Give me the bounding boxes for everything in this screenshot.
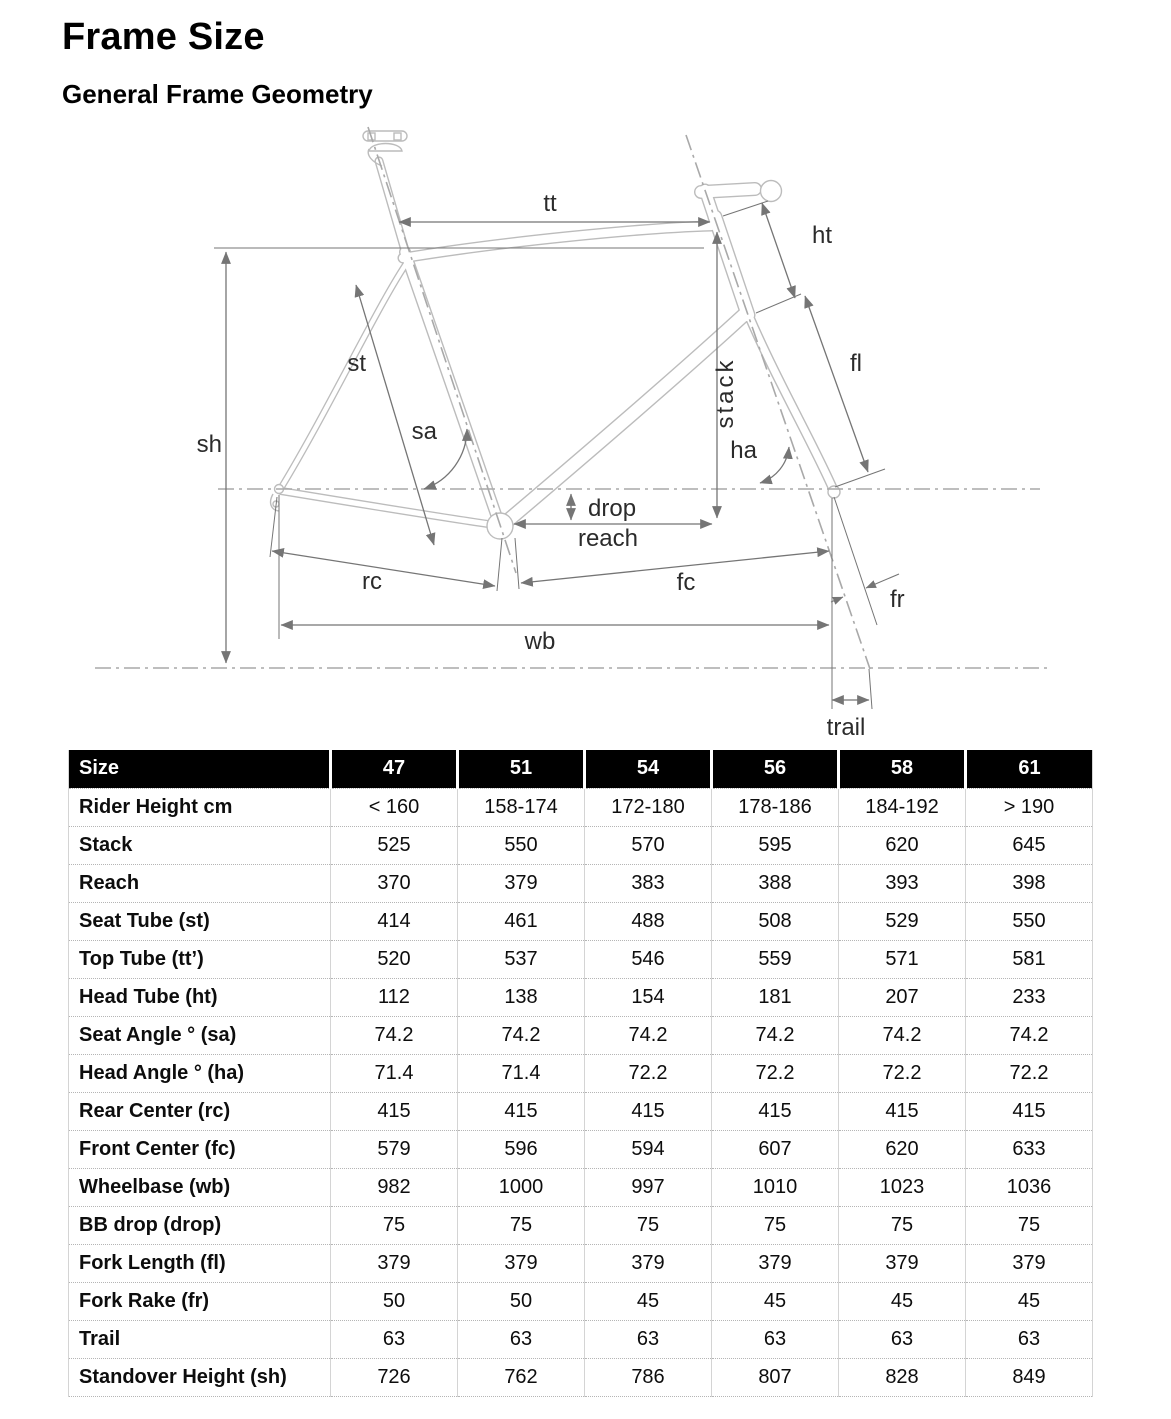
table-row [69,1358,1093,1396]
frame-geometry-diagram [0,110,1171,750]
dim-ht [762,203,795,298]
value-cell: 550 [966,902,1093,940]
value-cell: 181 [712,978,839,1016]
value-cell: 75 [966,1206,1093,1244]
table-row [69,1092,1093,1130]
label-trail: trail [826,713,866,741]
value-cell: 74.2 [839,1016,966,1054]
size-column-header: 47 [331,750,458,789]
value-cell: 520 [331,940,458,978]
value-cell: 529 [839,902,966,940]
table-row [69,940,1093,978]
value-cell: 607 [712,1130,839,1168]
label-stack: stack [712,357,739,429]
value-cell: < 160 [331,788,458,826]
front-dropout [828,486,840,498]
value-cell: 63 [331,1320,458,1358]
value-cell: 570 [585,826,712,864]
row-label: Seat Tube (st) [69,902,331,940]
value-cell: 415 [585,1092,712,1130]
value-cell: 74.2 [458,1016,585,1054]
value-cell: 379 [839,1244,966,1282]
value-cell: 184-192 [839,788,966,826]
table-row [69,1282,1093,1320]
label-fc: fc [676,568,696,596]
value-cell: 45 [712,1282,839,1320]
table-row [69,826,1093,864]
dim-fc [521,551,829,583]
table-row [69,1168,1093,1206]
value-cell: 379 [458,1244,585,1282]
value-cell: 828 [839,1358,966,1396]
fork-offset-line [834,497,877,625]
size-column-header: 51 [458,750,585,789]
value-cell: 63 [458,1320,585,1358]
size-column-header: 58 [839,750,966,789]
value-cell: 982 [331,1168,458,1206]
value-cell: 525 [331,826,458,864]
size-column-header: 56 [712,750,839,789]
dimension-labels [197,190,905,741]
size-column-header: 54 [585,750,712,789]
value-cell: 112 [331,978,458,1016]
value-cell: 488 [585,902,712,940]
value-cell: 379 [331,1244,458,1282]
value-cell: 138 [458,978,585,1016]
value-cell: 550 [458,826,585,864]
value-cell: 383 [585,864,712,902]
label-sh: sh [196,430,222,458]
page-title: Frame Size [62,16,265,58]
label-reach: reach [577,524,639,552]
value-cell: 594 [585,1130,712,1168]
table-row [69,978,1093,1016]
value-cell: 997 [585,1168,712,1206]
label-drop: drop [588,494,637,522]
value-cell: 63 [839,1320,966,1358]
value-cell: 63 [585,1320,712,1358]
row-label: Stack [69,826,331,864]
value-cell: 50 [458,1282,585,1320]
value-cell: 74.2 [331,1016,458,1054]
value-cell: 415 [331,1092,458,1130]
value-cell: 414 [331,902,458,940]
value-cell: 537 [458,940,585,978]
value-cell: 172-180 [585,788,712,826]
value-cell: 415 [839,1092,966,1130]
value-cell: 807 [712,1358,839,1396]
value-cell: 45 [966,1282,1093,1320]
value-cell: 1036 [966,1168,1093,1206]
value-cell: 72.2 [966,1054,1093,1092]
label-fr: fr [890,585,905,613]
value-cell: 72.2 [839,1054,966,1092]
value-cell: 233 [966,978,1093,1016]
value-cell: 1010 [712,1168,839,1206]
value-cell: 72.2 [712,1054,839,1092]
value-cell: 74.2 [966,1016,1093,1054]
value-cell: 415 [712,1092,839,1130]
label-wb: wb [524,627,556,655]
value-cell: 370 [331,864,458,902]
value-cell: 178-186 [712,788,839,826]
geometry-table [68,750,1093,1397]
value-cell: 398 [966,864,1093,902]
value-cell: 50 [331,1282,458,1320]
row-label: Trail [69,1320,331,1358]
table-row [69,1320,1093,1358]
value-cell: 620 [839,826,966,864]
dim-ha-arc [760,447,789,483]
value-cell: 72.2 [585,1054,712,1092]
axis-lines [95,127,1048,669]
label-ha: ha [730,436,757,464]
table-row [69,1054,1093,1092]
value-cell: 461 [458,902,585,940]
dim-rc [272,551,495,586]
value-cell: 75 [585,1206,712,1244]
value-cell: 581 [966,940,1093,978]
table-row [69,1130,1093,1168]
geometry-table-head [69,750,1093,789]
row-label: Head Tube (ht) [69,978,331,1016]
value-cell: 508 [712,902,839,940]
value-cell: 63 [712,1320,839,1358]
value-cell: 379 [966,1244,1093,1282]
row-label: Rider Height cm [69,788,331,826]
table-row [69,902,1093,940]
value-cell: 726 [331,1358,458,1396]
row-label: Wheelbase (wb) [69,1168,331,1206]
value-cell: 786 [585,1358,712,1396]
value-cell: 762 [458,1358,585,1396]
value-cell: 379 [585,1244,712,1282]
value-cell: 620 [839,1130,966,1168]
value-cell: 645 [966,826,1093,864]
value-cell: 63 [966,1320,1093,1358]
table-row [69,1206,1093,1244]
dimension-annotations [214,201,899,709]
value-cell: 595 [712,826,839,864]
label-tt: tt [543,189,557,217]
geometry-table-body [69,788,1093,1396]
value-cell: 45 [585,1282,712,1320]
value-cell: > 190 [966,788,1093,826]
value-cell: 75 [331,1206,458,1244]
value-cell: 207 [839,978,966,1016]
value-cell: 633 [966,1130,1093,1168]
value-cell: 415 [458,1092,585,1130]
label-sa: sa [411,417,437,445]
header-row [69,750,1093,789]
table-row [69,1016,1093,1054]
value-cell: 45 [839,1282,966,1320]
value-cell: 559 [712,940,839,978]
row-label: Head Angle ° (ha) [69,1054,331,1092]
table-row [69,1244,1093,1282]
row-label: Seat Angle ° (sa) [69,1016,331,1054]
row-label: Reach [69,864,331,902]
value-cell: 1000 [458,1168,585,1206]
row-label: Fork Rake (fr) [69,1282,331,1320]
value-cell: 546 [585,940,712,978]
row-label: BB drop (drop) [69,1206,331,1244]
value-cell: 75 [839,1206,966,1244]
row-label: Standover Height (sh) [69,1358,331,1396]
row-label: Front Center (fc) [69,1130,331,1168]
handlebar-clamp [761,180,782,201]
label-st: st [347,349,366,377]
dim-fr-leader-b [831,597,843,602]
row-label: Fork Length (fl) [69,1244,331,1282]
value-cell: 74.2 [712,1016,839,1054]
value-cell: 74.2 [585,1016,712,1054]
value-cell: 415 [966,1092,1093,1130]
value-cell: 154 [585,978,712,1016]
value-cell: 75 [712,1206,839,1244]
page-subtitle: General Frame Geometry [62,78,373,109]
value-cell: 71.4 [331,1054,458,1092]
size-column-header: 61 [966,750,1093,789]
row-label: Top Tube (tt’) [69,940,331,978]
value-cell: 71.4 [458,1054,585,1092]
value-cell: 158-174 [458,788,585,826]
value-cell: 379 [458,864,585,902]
table-row [69,788,1093,826]
size-header: Size [69,750,331,789]
label-ht: ht [812,221,833,249]
value-cell: 75 [458,1206,585,1244]
value-cell: 1023 [839,1168,966,1206]
value-cell: 388 [712,864,839,902]
row-label: Rear Center (rc) [69,1092,331,1130]
value-cell: 849 [966,1358,1093,1396]
value-cell: 571 [839,940,966,978]
value-cell: 579 [331,1130,458,1168]
label-fl: fl [850,349,862,377]
value-cell: 379 [712,1244,839,1282]
table-row [69,864,1093,902]
value-cell: 393 [839,864,966,902]
label-rc: rc [362,567,382,595]
value-cell: 596 [458,1130,585,1168]
